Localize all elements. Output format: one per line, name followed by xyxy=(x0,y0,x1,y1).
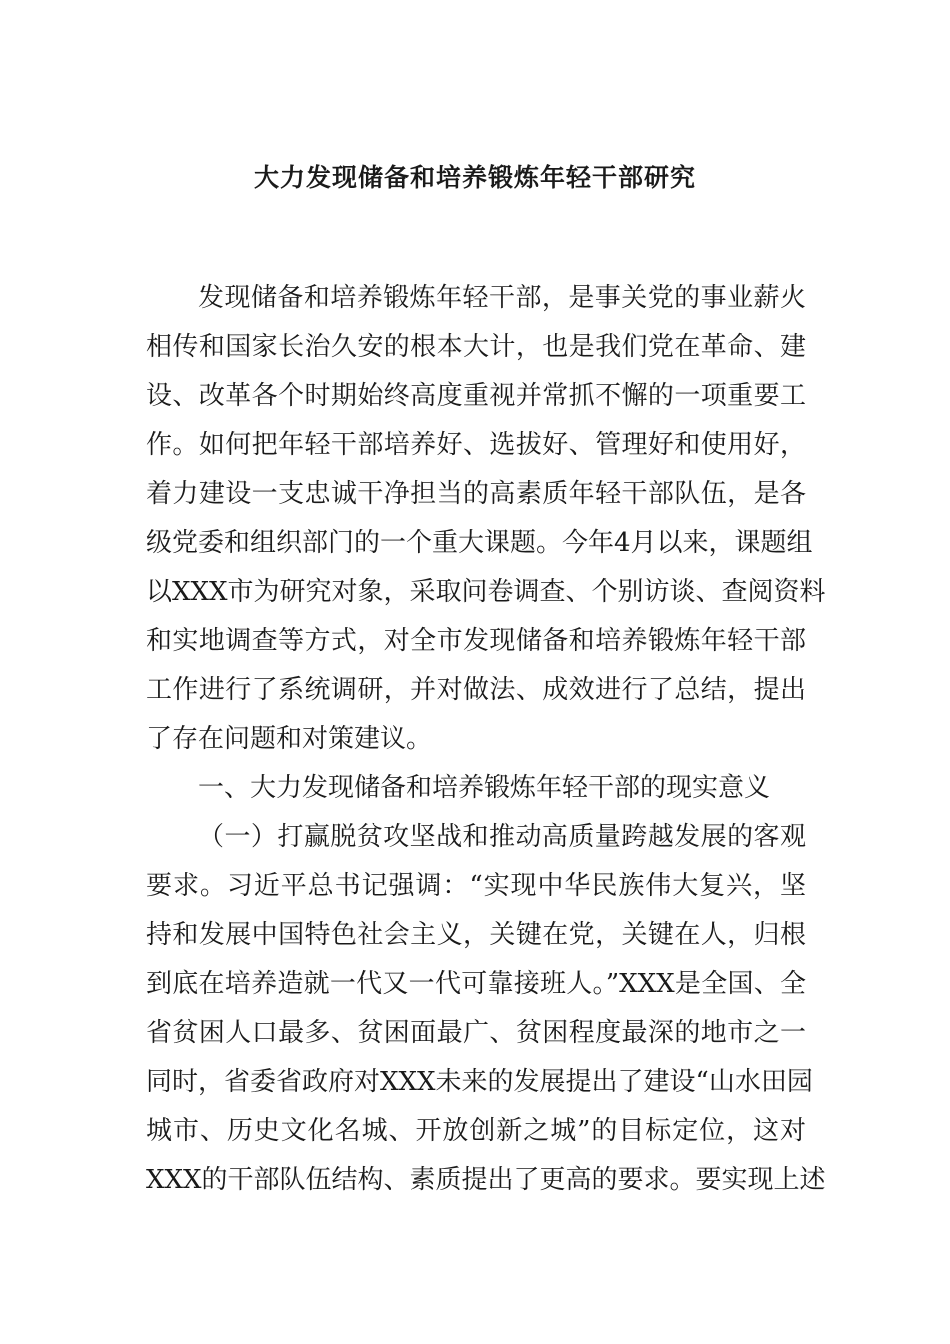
text-line: 级党委和组织部门的一个重大课题。今年4月以来，课题组 xyxy=(146,528,813,558)
document-body xyxy=(146,274,826,1205)
text-line: 城市、历史文化名城、开放创新之城”的目标定位，这对 xyxy=(146,1116,806,1146)
text-line: 设、改革各个时期始终高度重视并常抓不懈的一项重要工 xyxy=(146,381,806,411)
text-line: XXX的干部队伍结构、素质提出了更高的要求。要实现上述 xyxy=(146,1165,826,1195)
text-line: （一）打赢脱贫攻坚战和推动高质量跨越发展的客观 xyxy=(198,822,806,852)
text-line: 要求。习近平总书记强调：“实现中华民族伟大复兴，坚 xyxy=(146,871,806,901)
text-line: 着力建设一支忠诚干净担当的高素质年轻干部队伍，是各 xyxy=(146,479,806,509)
text-line: 作。如何把年轻干部培养好、选拔好、管理好和使用好， xyxy=(146,430,806,460)
text-line: 到底在培养造就一代又一代可靠接班人。”XXX是全国、全 xyxy=(146,969,806,999)
text-line: 同时，省委省政府对XXX未来的发展提出了建设“山水田园 xyxy=(146,1067,813,1097)
text-line: 相传和国家长治久安的根本大计，也是我们党在革命、建 xyxy=(146,332,806,362)
document-title: 大力发现储备和培养锻炼年轻干部研究 xyxy=(253,163,696,192)
text-line: 工作进行了系统调研，并对做法、成效进行了总结，提出 xyxy=(146,675,806,705)
text-line: 以XXX市为研究对象，采取问卷调查、个别访谈、查阅资料 xyxy=(146,577,826,607)
text-line: 省贫困人口最多、贫困面最广、贫困程度最深的地市之一 xyxy=(146,1018,806,1048)
text-line: 一、大力发现储备和培养锻炼年轻干部的现实意义 xyxy=(198,773,771,803)
text-line: 发现储备和培养锻炼年轻干部，是事关党的事业薪火 xyxy=(198,283,806,313)
text-line: 了存在问题和对策建议。 xyxy=(146,724,433,754)
text-line: 持和发展中国特色社会主义，关键在党，关键在人，归根 xyxy=(146,920,806,950)
text-line: 和实地调查等方式，对全市发现储备和培养锻炼年轻干部 xyxy=(146,626,806,656)
